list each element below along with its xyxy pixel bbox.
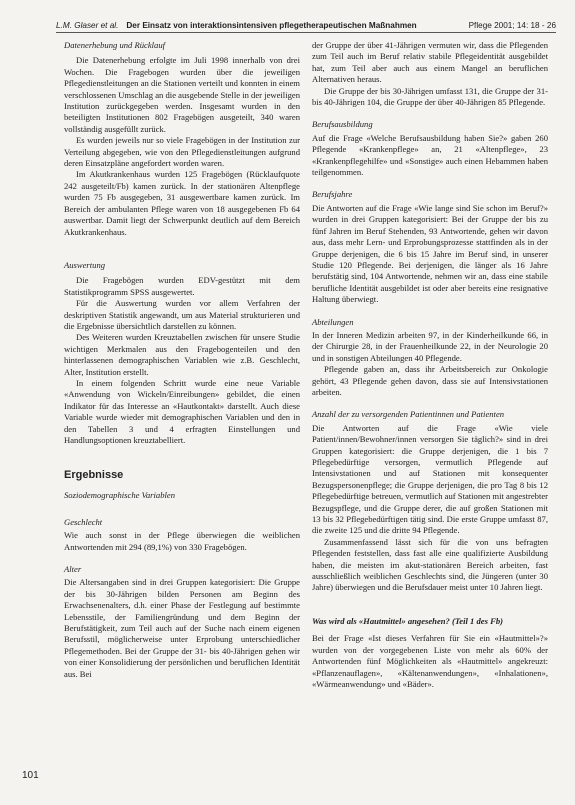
subheading-patients: Anzahl der zu versorgenden Patientinnen und Patienten bbox=[312, 409, 505, 420]
paragraph: Auf die Frage «Welche Berufsausbildung haben Sie?» gaben 260 Pflegende «Krankenpflege» an, 21 «Altenpflege», 23 «Krankenpflegehilfe» und «Sonstige» auch einen Hebammen haben teilgenommen. bbox=[312, 132, 548, 178]
header-title: Der Einsatz von interaktionsintensiven pflegetherapeutischen Maßnahmen bbox=[126, 21, 417, 30]
paragraph: Bei der Frage «Ist dieses Verfahren für Sie ein «Hautmittel»?» wurden von der vorgegebenen Liste von mehr als 60% der Antwortenden fünf Möglichkeiten als «Hautmittel» angekreuzt: «Pflanzenauflagen», «Kältenanwendungen», «Inhalationen», «Wärmeanwendung» und «Bäder». bbox=[312, 633, 548, 689]
paragraph: Die Antworten auf die Frage «Wie lange sind Sie schon im Beruf?» wurden in drei Gruppen kategorisiert: Bei der Gruppe der bis zu fünf Jahren im Beruf Stehenden, 93 Antwortende, gehen wir davon aus, dass mehr Lern- und Erprobungsprozesse stattfinden als in der Gruppe derjenigen, die 6 bis 15 Jahre im Beruf sind, in unserer Studie 120 Pflegende. Bei derjenigen, die länger als 16 Jahre berufstätig sind, 104 Antwortende, nehmen wir an, dass eine stabile berufliche Identität ausgebildet ist oder aber bereits eine resignative Haltung überwiegt. bbox=[312, 202, 548, 305]
section-heading-data-collection: Datenerhebung und Rücklauf bbox=[64, 40, 166, 50]
question-heading: Was wird als «Hautmittel» angesehen? (Teil 1 des Fb) bbox=[312, 615, 503, 626]
header-journal: Pflege 2001; 14: 18 - 26 bbox=[468, 21, 556, 30]
results-heading: Ergebnisse bbox=[64, 469, 124, 482]
paragraph: Die Fragebögen wurden EDV-gestützt mit dem Statistikprogramm SPSS ausgewertet. bbox=[64, 275, 300, 297]
paragraph: Zusammenfassend lässt sich für die von uns befragten Pflegenden feststellen, dass fast alle eine qualifizierte Ausbildung haben, die meisten im akut-stationären Bereich arbeiten, fast ausschließlich weiblichen Geschlechts sind, die Jüngeren (unter 30 Jahre) überwiegen und die Berufsdauer meist unter 10 Jahren liegt. bbox=[312, 536, 548, 593]
subheading-education: Berufsausbildung bbox=[312, 119, 373, 130]
subheading-departments: Abteilungen bbox=[312, 316, 354, 327]
subheading-years: Berufsjahre bbox=[312, 189, 353, 200]
paragraph: Die Altersangaben sind in drei Gruppen kategorisiert: Die Gruppe der bis 30-Jährigen bilden Personen am Beginn des Erwachsenenalters, d.h. einer Phase der Festlegung auf bestimmte Lebensstile, der Familiengründung und dem Beginn der Berufstätigkeit, zum Teil auch auf der Suche nach einem eigenen Berufsstil, möglicherweise unter Erprobung unterschiedlicher Pflegemethoden. Bei der Gruppe der 31- bis 40-Jährigen gehen wir von einer Konsolidierung der persönlichen und beruflichen Identität aus. Bei bbox=[64, 577, 300, 679]
subheading-age: Alter bbox=[64, 564, 82, 575]
paragraph: Wie auch sonst in der Pflege überwiegen die weiblichen Antwortenden mit 294 (89,1%) von 330 Fragebögen. bbox=[64, 530, 300, 552]
section-heading-demographics: Soziodemographische Variablen bbox=[64, 490, 175, 501]
paragraph: Die Gruppe der bis 30-Jährigen umfasst 131, die Gruppe der 31- bis 40-Jährigen 104, die Gruppe der über 40-Jährigen 85 Pflegende. bbox=[312, 85, 548, 108]
subheading-gender: Geschlecht bbox=[64, 516, 103, 527]
header-authors: L.M. Glaser et al. bbox=[56, 21, 119, 30]
section-heading-evaluation: Auswertung bbox=[64, 259, 106, 270]
paragraph: In einem folgenden Schritt wurde eine neue Variable «Anwendung von Wickeln/Einreibungen» gebildet, die einen Indikator für das Interesse an «Hautkontakt» darstellt. Auch diese Variable wurde wieder mit demographischen Variablen und den in den Tabellen 3 und 4 erfragten Einstellungen und Handlungsoptionen kreuztabelliert. bbox=[64, 377, 300, 445]
paragraph: Es wurden jeweils nur so viele Fragebögen in der Institution zur Verteilung abgegeben, wie von den Pflegedienstleitungen aufgrund deren Einsatzpläne angefordert worden waren. bbox=[64, 135, 300, 169]
left-column bbox=[64, 40, 300, 680]
running-header bbox=[56, 20, 556, 33]
page-number: 101 bbox=[22, 770, 39, 781]
paragraph: Im Akutkrankenhaus wurden 125 Fragebögen (Rücklaufquote 242 ausgeteilt/Fb) kamen zurück. In der stationären Altenpflege wurden 75 Fb ausgegeben, 31 ausgewertbare kamen zurück. Im Bereich der ambulanten Pflege waren von 18 ausgegebenen Fb 64 auswertbar. Damit liegt der Schwerpunkt deutlich auf dem Bereich Akutkrankenhaus. bbox=[64, 169, 300, 237]
paragraph: In der Inneren Medizin arbeiten 97, in der Kinderheilkunde 66, in der Chirurgie 28, in der Frauenheilkunde 22, in der Neurologie 20 und in sonstigen Abteilungen 40 Pflegende. bbox=[312, 329, 548, 363]
paragraph: der Gruppe der über 41-Jährigen vermuten wir, dass die Pflegenden zum Teil auch im Beruf relativ stabile Pflegeidentität ausgebildet hat, zum Teil aber auch aus einem Mangel an beruflichen Alternativen heraus. bbox=[312, 40, 548, 85]
right-column bbox=[312, 40, 548, 690]
paragraph: Die Datenerhebung erfolgte im Juli 1998 innerhalb von drei Wochen. Die Fragebogen wurden über die jeweiligen Pflegedienstleitungen an die Stationen verteilt und konnten in einem verschlossenen Umschlag an die ausgebende Stelle in der jeweiligen Institution zurückgegeben werden. Insgesamt wurden in den beteiligten Institutionen 802 Fragebögen ausgeteilt, 340 waren vollständig ausgefüllt zurück. bbox=[64, 55, 300, 134]
paragraph: Pflegende gaben an, dass ihr Arbeitsbereich zur Onkologie gehört, 43 Pflegende gehen davon, dass sie auf Intensivstationen arbeiten. bbox=[312, 364, 548, 397]
paragraph: Die Antworten auf die Frage «Wie viele Patient/innen/Bewohner/innen versorgen Sie täglich?» sind in drei Gruppen kategorisiert: die Gruppe derjenigen, die 1 bis 7 Pflegebedürftige versorgen, vermutlich Pflegende auf Intensivstationen und auf Stationen mit konsequenter Bezugspersonenpflege; die Gruppe derjenigen, die pro Tag 8 bis 12 Pflegebedürftige betreuen, vermutlich auf Stationen mit angestrebter Bezugspflege, und die Gruppe derer, die auf großen Stationen mit 13 bis 32 Pflegebedürftigen tätig sind. Die erste Gruppe umfasst 87, die zweite 125 und die dritte 94 Pflegende. bbox=[312, 422, 549, 536]
paragraph: Für die Auswertung wurden vor allem Verfahren der deskriptiven Statistik angewandt, um aus Material strukturieren und die Ergebnisse übersichtlich darstellen zu können. bbox=[64, 298, 300, 331]
paragraph: Des Weiteren wurden Kreuztabellen zwischen für unsere Studie wichtigen Merkmalen aus den Fragebogenteilen und den hinterlassenen demographischen Variablen wie z.B. Geschlecht, Alter, Institution erstellt. bbox=[64, 332, 300, 377]
